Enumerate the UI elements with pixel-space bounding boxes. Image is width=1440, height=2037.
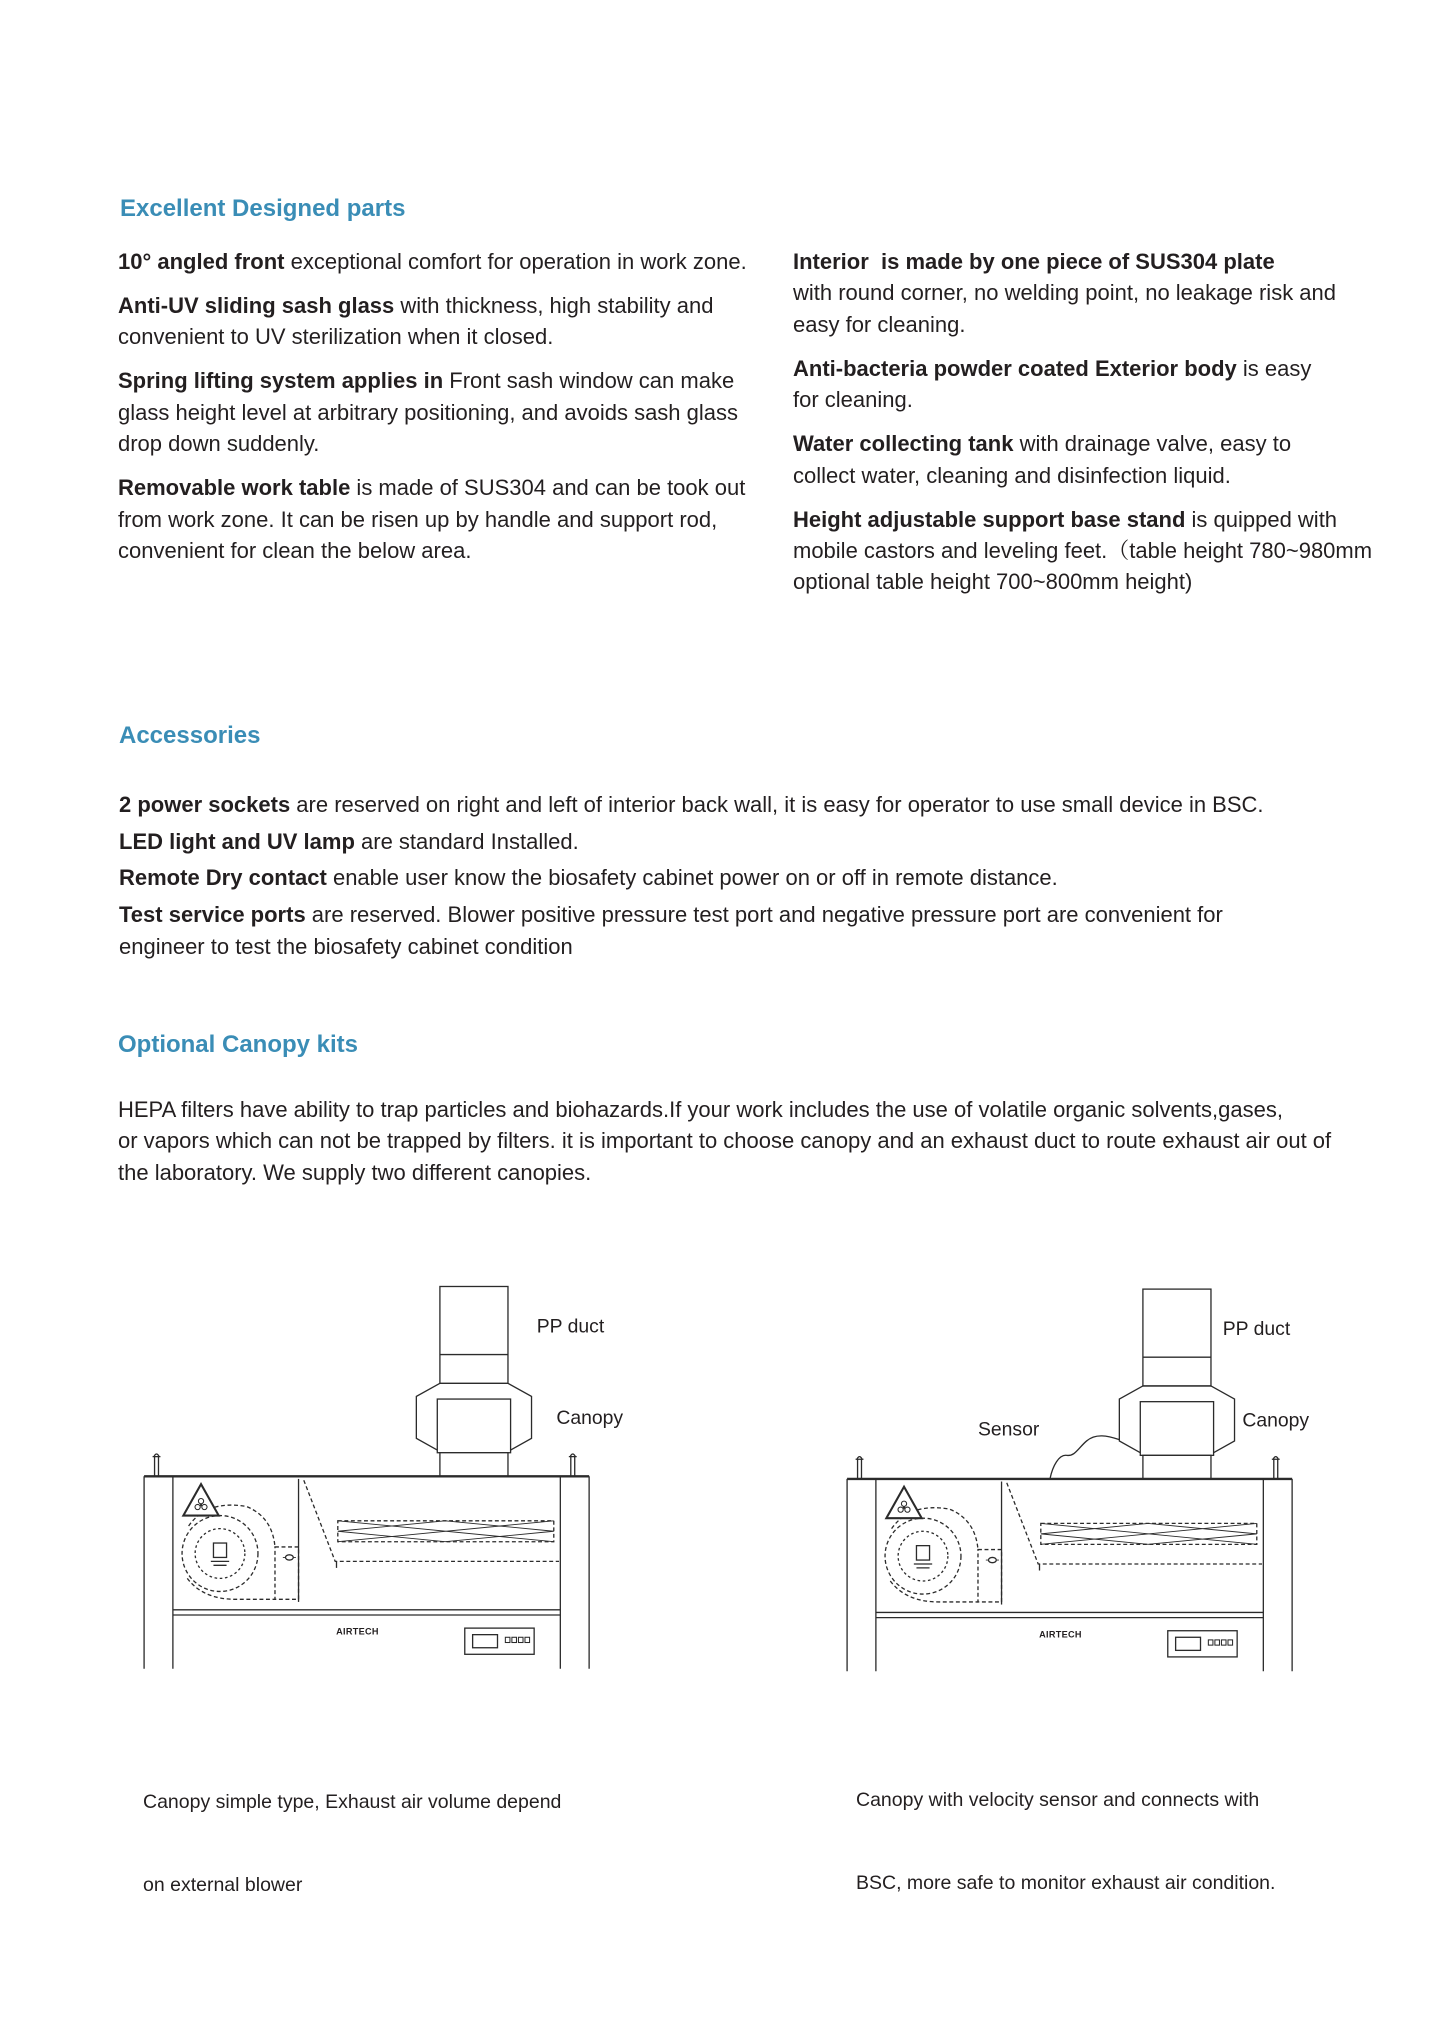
feature-text: is made of SUS304 and can be took out <box>350 475 746 501</box>
feature-line <box>118 472 747 503</box>
caption-line: Canopy simple type, Exhaust air volume depend <box>143 1791 562 1813</box>
feature-text: with thickness, high stability and <box>394 293 714 318</box>
accessory-item <box>119 789 1264 820</box>
feature-line: with round corner, no welding point, no leakage risk and <box>793 280 1337 306</box>
feature-angled-front <box>118 246 747 277</box>
accessory-item <box>119 862 1264 893</box>
pp-duct-label: PP duct <box>1222 1318 1291 1341</box>
feature-text: with drainage valve, easy to <box>1013 431 1292 457</box>
sensor-wire <box>1050 1436 1119 1479</box>
accessory-title: Remote Dry contact <box>119 865 327 891</box>
section-heading-designed-parts: Excellent Designed parts <box>120 195 406 222</box>
feature-line: for cleaning. <box>793 387 913 413</box>
accessory-item <box>119 826 1264 857</box>
accessory-text: are standard Installed. <box>354 828 579 854</box>
brand-logo: AIRTECH <box>336 1626 379 1637</box>
feature-base-stand <box>793 504 1372 598</box>
feature-sash-glass <box>118 290 747 353</box>
feature-title: Height adjustable support base stand <box>793 506 1186 532</box>
paragraph-line: or vapors which can not be trapped by filters. it is important to choose canopy and an exhaust duct to route exhaust air out of <box>118 1128 1332 1154</box>
feature-line <box>118 246 747 277</box>
accessory-line <box>119 899 1264 930</box>
diagram-caption-right <box>856 1732 1275 1925</box>
canopy-sensor-diagram <box>834 1276 1331 1682</box>
feature-line: convenient for clean the below area. <box>118 538 472 564</box>
accessory-line <box>119 862 1264 893</box>
feature-title: Water collecting tank <box>793 431 1014 457</box>
features-right-column <box>793 246 1372 610</box>
sensor-label: Sensor <box>977 1419 1040 1442</box>
caption-line: Canopy with velocity sensor and connects with <box>856 1789 1260 1811</box>
caption-line: BSC, more safe to monitor exhaust air condition. <box>856 1871 1276 1894</box>
features-left-column <box>118 246 747 579</box>
feature-line <box>793 428 1372 459</box>
accessory-line <box>119 826 1264 857</box>
diagram-caption-left <box>143 1734 561 1927</box>
brand-logo: AIRTECH <box>1039 1629 1082 1640</box>
feature-title: Interior is made by one piece of SUS304 plate <box>793 249 1275 274</box>
accessory-title: Test service ports <box>119 902 306 928</box>
feature-title: Anti-bacteria powder coated Exterior body <box>793 355 1237 381</box>
biosafety-cabinet-drawing <box>144 1287 589 1669</box>
canopy-label: Canopy <box>1242 1409 1310 1432</box>
feature-water-tank <box>793 428 1372 491</box>
feature-title: Anti-UV sliding sash glass <box>118 293 395 318</box>
feature-line: convenient to UV sterilization when it closed. <box>118 324 554 350</box>
feature-line: from work zone. It can be risen up by handle and support rod, <box>118 506 718 532</box>
paragraph-line: HEPA filters have ability to trap particles and biohazards.If your work includes the use of volatile organic solvents,gases, <box>118 1097 1283 1122</box>
feature-line: easy for cleaning. <box>793 311 966 337</box>
feature-line: mobile castors and leveling feet.（table height 780~980mm <box>793 538 1373 564</box>
pp-duct-label: PP duct <box>536 1315 605 1338</box>
canopy-intro-paragraph <box>118 1094 1331 1188</box>
section-heading-canopy: Optional Canopy kits <box>118 1031 359 1058</box>
accessories-list <box>119 789 1264 967</box>
canopy-simple-diagram <box>131 1276 628 1682</box>
feature-text: is easy <box>1236 355 1312 381</box>
feature-title: 10° angled front <box>118 249 285 274</box>
feature-text: is quipped with <box>1185 506 1338 532</box>
feature-line <box>793 246 1372 277</box>
paragraph-line: the laboratory. We supply two different canopies. <box>118 1159 592 1185</box>
feature-text: exceptional comfort for operation in work zone. <box>284 249 747 274</box>
feature-line <box>118 290 747 321</box>
accessory-title: 2 power sockets <box>119 792 291 817</box>
feature-line: optional table height 700~800mm height) <box>793 569 1193 595</box>
section-heading-accessories: Accessories <box>119 722 261 749</box>
accessory-text: are reserved on right and left of interior back wall, it is easy for operator to use small device in BSC. <box>290 792 1264 817</box>
feature-exterior-body <box>793 353 1372 416</box>
biosafety-cabinet-drawing <box>847 1289 1292 1671</box>
feature-line <box>793 504 1372 535</box>
accessory-line <box>119 789 1264 820</box>
feature-interior <box>793 246 1372 340</box>
feature-work-table <box>118 472 747 566</box>
accessory-text: enable user know the biosafety cabinet power on or off in remote distance. <box>326 865 1058 891</box>
feature-line: glass height level at arbitrary positioning, and avoids sash glass <box>118 399 739 425</box>
accessory-item <box>119 899 1264 962</box>
feature-line <box>793 353 1372 384</box>
feature-line <box>118 365 747 396</box>
feature-title: Removable work table <box>118 475 351 501</box>
feature-spring-lifting <box>118 365 747 459</box>
caption-line: on external blower <box>143 1873 303 1896</box>
feature-text: Front sash window can make <box>443 368 735 394</box>
accessory-text: are reserved. Blower positive pressure test port and negative pressure port are convenient for <box>305 902 1223 928</box>
accessory-title: LED light and UV lamp <box>119 828 355 854</box>
feature-line: collect water, cleaning and disinfection liquid. <box>793 462 1231 488</box>
feature-title: Spring lifting system applies in <box>118 368 444 394</box>
canopy-label: Canopy <box>556 1407 624 1430</box>
feature-line: drop down suddenly. <box>118 431 320 457</box>
accessory-line: engineer to test the biosafety cabinet condition <box>119 933 573 959</box>
